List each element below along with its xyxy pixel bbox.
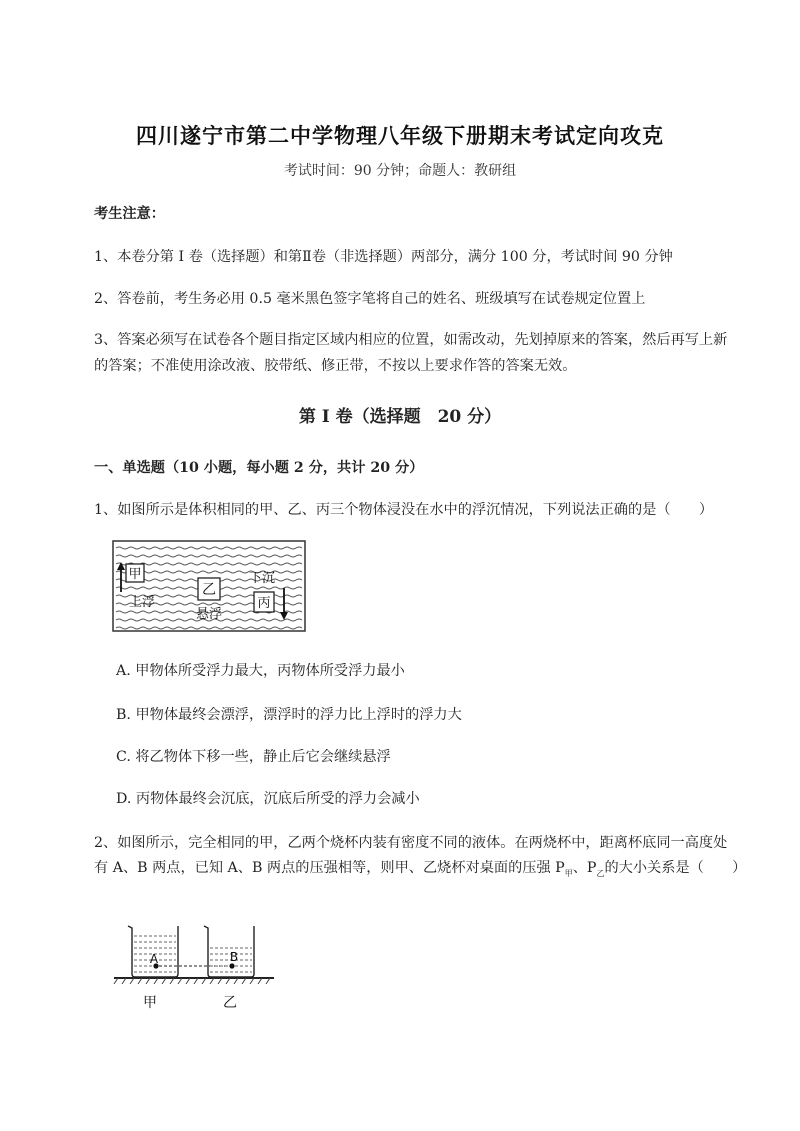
section-title: 第 I 卷（选择题 20 分） bbox=[298, 407, 502, 427]
question-1-stem: 1、如图所示是体积相同的甲、乙、丙三个物体浸没在水中的浮沉情况，下列说法正确的是（ ） bbox=[94, 502, 714, 518]
exam-meta: 考试时间：90 分钟；命题人：教研组 bbox=[283, 163, 517, 179]
object-bing bbox=[254, 592, 274, 612]
q2-stem-part-c: 的大小关系是（ ） bbox=[604, 860, 747, 876]
buoyancy-figure bbox=[112, 540, 306, 632]
object-yi bbox=[198, 578, 220, 600]
question-2-stem-line2 bbox=[94, 857, 746, 879]
point-a-label: A bbox=[149, 952, 159, 966]
q1-option-d[interactable]: D. 丙物体最终会沉底，沉底后所受的浮力会减小 bbox=[116, 791, 420, 807]
notice-item-2: 2、答卷前，考生务必用 0.5 毫米黑色签字笔将自己的姓名、班级填写在试卷规定位置上 bbox=[94, 291, 646, 307]
notice-heading: 考生注意： bbox=[94, 206, 165, 222]
notice-item-1: 1、本卷分第 I 卷（选择题）和第Ⅱ卷（非选择题）两部分，满分 100 分，考试时间 90 分钟 bbox=[94, 249, 673, 265]
q2-sub-yi: 乙 bbox=[596, 868, 605, 878]
q2-stem-part-a: 有 A、B 两点，已知 A、B 两点的压强相等，则甲、乙烧杯对桌面的压强 P bbox=[94, 860, 565, 876]
object-bing-label: 丙 bbox=[257, 596, 271, 611]
object-jia-label: 甲 bbox=[128, 567, 142, 582]
label-suspend: 悬浮 bbox=[195, 607, 223, 622]
beaker-jia-label: 甲 bbox=[143, 995, 157, 1011]
q1-option-a[interactable]: A. 甲物体所受浮力最大，丙物体所受浮力最小 bbox=[116, 663, 405, 679]
object-jia bbox=[126, 564, 144, 582]
object-yi-label: 乙 bbox=[202, 582, 216, 598]
q2-sub-jia: 甲 bbox=[564, 868, 573, 878]
notice-item-3: 3、答案必须写在试卷各个题目指定区域内相应的位置，如需改动，先划掉原来的答案，然后再写上新 bbox=[94, 332, 728, 348]
page-title: 四川遂宁市第二中学物理八年级下册期末考试定向攻克 bbox=[136, 123, 664, 148]
beaker-figure bbox=[112, 916, 277, 1012]
part-heading: 一、单选题（10 小题，每小题 2 分，共计 20 分） bbox=[94, 460, 424, 476]
label-down: 下沉 bbox=[248, 571, 276, 586]
notice-item-3-cont: 的答案；不准使用涂改液、胶带纸、修正带，不按以上要求作答的答案无效。 bbox=[94, 358, 577, 374]
point-b-label: B bbox=[229, 950, 239, 964]
beaker-jia bbox=[128, 926, 178, 977]
beaker-yi-label: 乙 bbox=[223, 995, 237, 1011]
q1-option-c[interactable]: C. 将乙物体下移一些，静止后它会继续悬浮 bbox=[116, 749, 391, 765]
q2-stem-part-b: 、P bbox=[572, 860, 597, 876]
label-up: 上浮 bbox=[128, 595, 156, 610]
point-b-dot bbox=[229, 963, 234, 968]
question-2-stem-line1: 2、如图所示，完全相同的甲，乙两个烧杯内装有密度不同的液体。在两烧杯中，距离杯底同一高度处 bbox=[94, 835, 728, 851]
q1-option-b[interactable]: B. 甲物体最终会漂浮，漂浮时的浮力比上浮时的浮力大 bbox=[116, 707, 462, 723]
beaker-yi bbox=[204, 926, 254, 977]
